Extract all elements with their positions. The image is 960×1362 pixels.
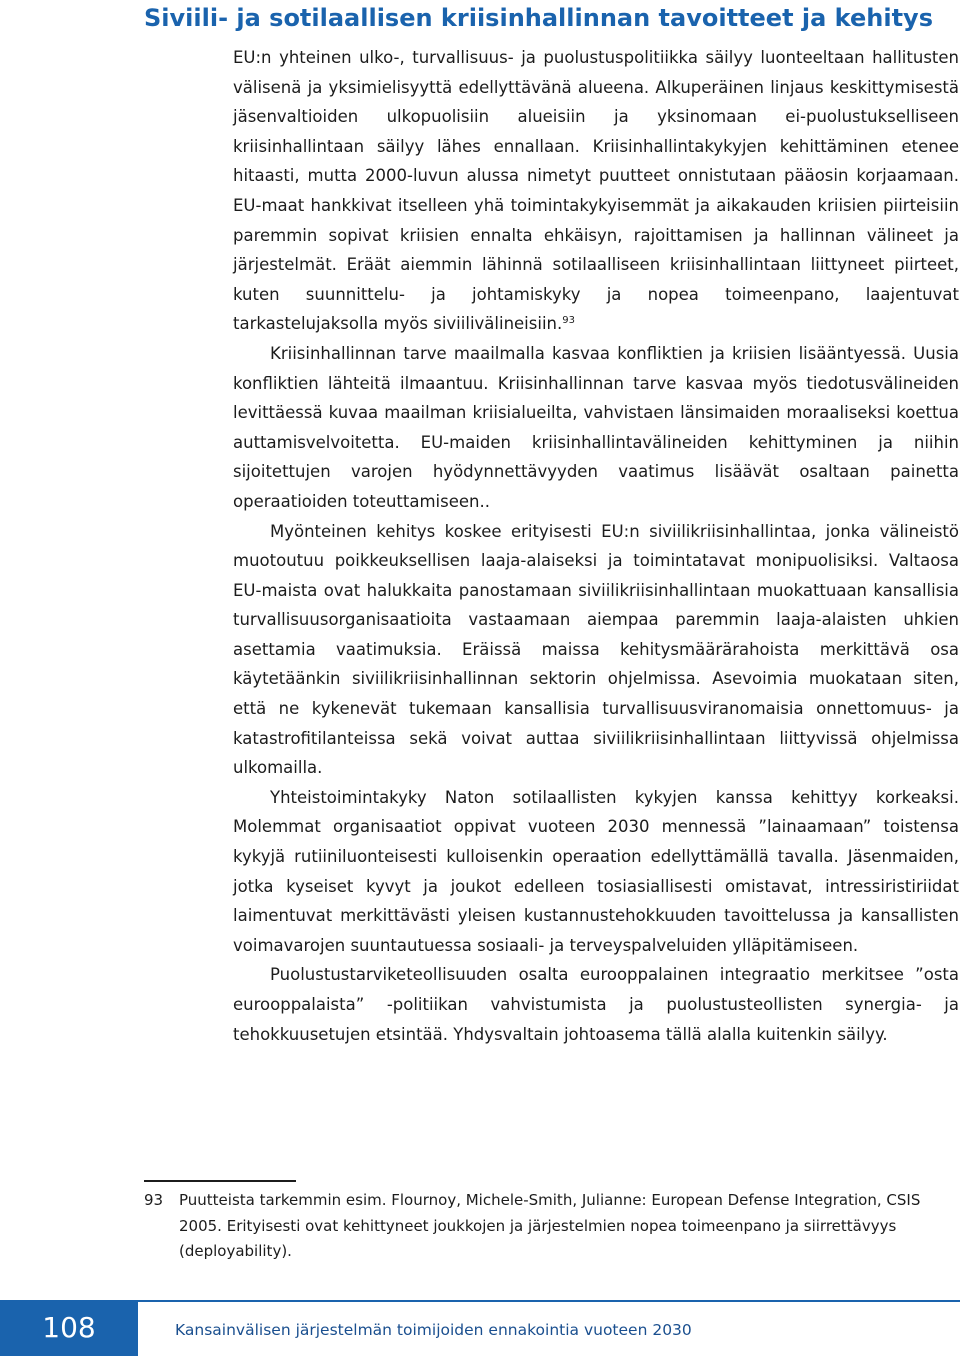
footnote (144, 1188, 952, 1265)
paragraph-1-text: EU:n yhteinen ulko-, turvallisuus- ja puolustuspolitiikka säilyy luonteeltaan hallitusten välisenä ja yksimielisyyttä edellyttävänä alueena. Alkuperäinen linjaus keskittymisestä jäsenvaltioiden ulkopuolisiin alueisiin ja yksinomaan ei-puolustukselliseen kriisinhallintaan säilyy lähes ennallaan. Kriisinhallintakykyjen kehittäminen etenee hitaasti, mutta 2000-luvun alussa nimetyt puutteet onnistutaan pääosin korjaamaan. EU-maat hankkivat itselleen yhä toimintakykyisemmät ja aikakauden kriisien piirteisiin paremmin sopivat kriisien ennalta ehkäisyn, rajoittamisen ja hallinnan välineet ja järjestelmät. Eräät aiemmin lähinnä sotilaalliseen kriisinhallintaan liittyneet piirteet, kuten suunnittelu- ja johtamiskyky ja nopea toimeenpano, laajentuvat tarkastelujaksolla myös siviilivälineisiin. (233, 48, 959, 334)
footer-divider (138, 1300, 960, 1302)
paragraph-1 (233, 43, 959, 339)
page-number: 108 (0, 1300, 138, 1356)
publication-title: Kansainvälisen järjestelmän toimijoiden ennakointia vuoteen 2030 (175, 1321, 692, 1339)
body-text (233, 43, 959, 1049)
footnote-number: 93 (144, 1191, 164, 1209)
paragraph-3: Myönteinen kehitys koskee erityisesti EU:n siviilikriisinhallintaa, jonka välineistö muotoutuu poikkeuksellisen laaja-alaiseksi ja toimintatavat monipuolisiksi. Valtaosa EU-maista ovat halukkaita panostamaan siviilikriisinhallintaan muokattuaan kansallisia turvallisuusorganisaatioita vastaamaan aiempaa paremmin laaja-alaisten uhkien asettamia vaatimuksia. Eräissä maissa kehitysmäärärahoista merkittävä osa käytetäänkin siviilikriisinhallinnan sektorin ohjelmissa. Asevoimia muokataan siten, että ne kykenevät tukemaan kansallisia turvallisuusviranomaisia onnettomuus- ja katastrofitilanteissa sekä voivat auttaa siviilikriisinhallintaan liittyvissä ohjelmissa ulkomailla. (233, 521, 959, 778)
footnote-text: Puutteista tarkemmin esim. Flournoy, Michele-Smith, Julianne: European Defense Integration, CSIS 2005. Erityisesti ovat kehittyneet joukkojen ja järjestelmien nopea toimeenpano ja siirrettävyys (deployability). (179, 1191, 921, 1260)
section-heading: Siviili- ja sotilaallisen kriisinhallinnan tavoitteet ja kehitys (144, 4, 933, 32)
footnote-divider (144, 1180, 296, 1182)
footnote-reference: 93 (562, 315, 575, 327)
paragraph-2: Kriisinhallinnan tarve maailmalla kasvaa konfliktien ja kriisien lisääntyessä. Uusia konfliktien lähteitä ilmaantuu. Kriisinhallinnan tarve kasvaa myös tiedotusvälineiden levittäessä kuvaa maailman kriisialueilta, vahvistaen länsimaiden moraaliseksi koettua auttamisvelvoitetta. EU-maiden kriisinhallintavälineiden kehittyminen ja niihin sijoitettujen varojen hyödynnettävyyden vaatimus lisäävät osaltaan painetta operaatioiden toteuttamiseen.. (233, 343, 959, 511)
paragraph-4: Yhteistoimintakyky Naton sotilaallisten kykyjen kanssa kehittyy korkeaksi. Molemmat organisaatiot oppivat vuoteen 2030 mennessä ”lainaamaan” toistensa kykyjä rutiiniluonteisesti kulloisenkin operaation edellyttämällä tavalla. Jäsenmaiden, jotka kyseiset kyvyt ja joukot edelleen tosiasiallisesti omistavat, intressiristiriidat laimentuvat merkittävästi yleisen kustannustehokkuuden tavoittelussa ja kansallisten voimavarojen suuntautuessa sosiaali- ja terveyspalveluiden ylläpitämiseen. (233, 787, 959, 955)
paragraph-5: Puolustustarviketeollisuuden osalta eurooppalainen integraatio merkitsee ”osta eurooppalaista” -politiikan vahvistumista ja puolustusteollisten synergia- ja tehokkuusetujen etsintää. Yhdysvaltain johtoasema tällä alalla kuitenkin säilyy. (233, 965, 959, 1044)
